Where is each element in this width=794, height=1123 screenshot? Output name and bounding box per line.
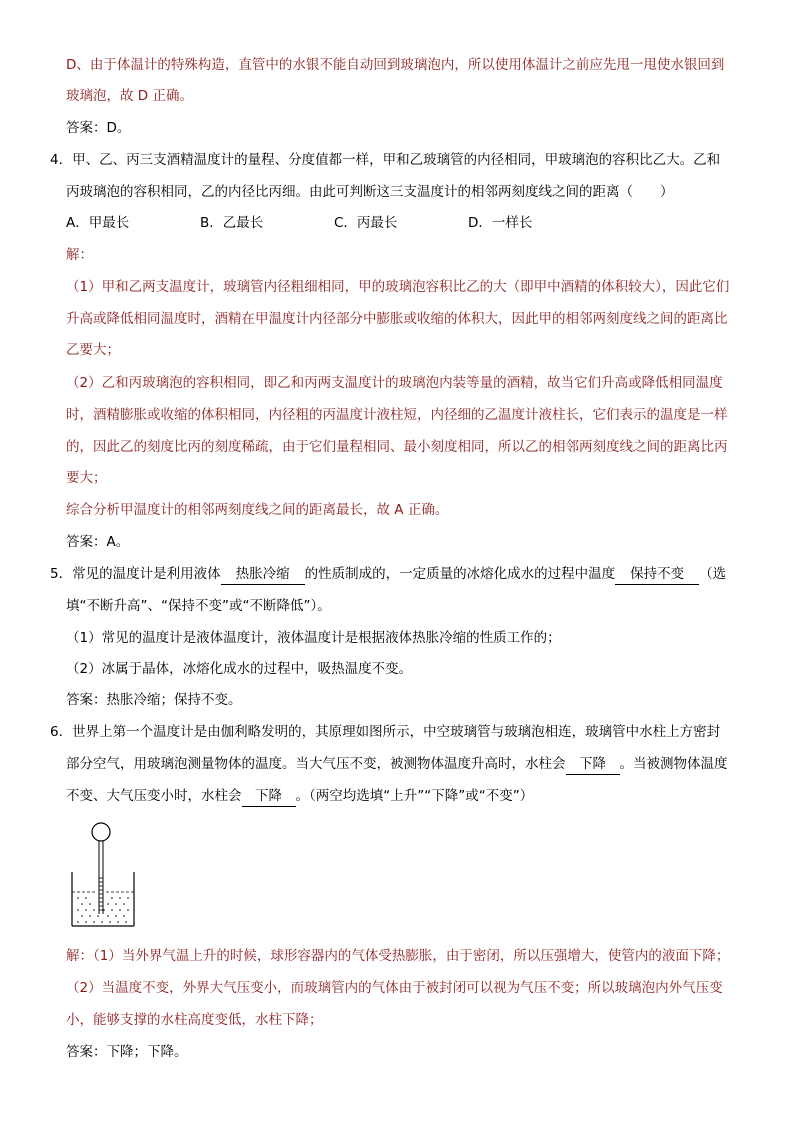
galileo-thermoscope-figure <box>66 818 142 930</box>
q6-blank-1: 下降 <box>566 754 620 775</box>
q4-option-d: D．一样长 <box>468 215 533 231</box>
q4-solution-p1-line1: （1）甲和乙两支温度计，玻璃管内径粗细相同，甲的玻璃泡容积比乙的大（即甲中酒精的体积较大），因此它们 <box>66 279 730 295</box>
q6-solution-line2: （2）当温度不变，外界大气压变小，而玻璃管内的气体由于被封闭可以视为气压不变；所以玻璃泡内外气压变 <box>66 980 723 996</box>
q5-stem-line1 <box>50 564 726 585</box>
q6-stem-part3: 不变、大气压变小时，水柱会 <box>66 788 242 804</box>
q4-solution-p2-line1: （2）乙和丙玻璃泡的容积相同，即乙和丙两支温度计的玻璃泡内装等量的酒精，故当它们升高或降低相同温度 <box>66 375 723 391</box>
q5-blank-1: 热胀冷缩 <box>221 564 305 585</box>
q6-solution-line3: 小，能够支撑的水柱高度变低，水柱下降； <box>66 1012 323 1028</box>
q4-option-a: A．甲最长 <box>66 215 130 231</box>
q5-explanation-2: （2）冰属于晶体，冰熔化成水的过程中，吸热温度不变。 <box>66 661 413 677</box>
q6-blank-2: 下降 <box>242 786 296 807</box>
q4-option-c: C．丙最长 <box>334 215 398 231</box>
q6-stem-part4: 。（两空均选填“上升”“下降”或“不变”） <box>295 788 534 804</box>
q3-option-d-line2: 玻璃泡，故 D 正确。 <box>66 88 193 104</box>
q4-solution-p2-line4: 要大； <box>66 470 107 486</box>
q6-stem-part2: 。当被测物体温度 <box>619 756 728 772</box>
q5-stem-part3: （选 <box>699 566 727 582</box>
q4-summary: 综合分析甲温度计的相邻两刻度线之间的距离最长，故 A 正确。 <box>66 502 449 518</box>
q5-stem-line2: 填“不断升高”、“保持不变”或“不断降低”）。 <box>66 598 331 614</box>
q4-options <box>66 213 602 233</box>
q4-stem-line2: 丙玻璃泡的容积相同，乙的内径比丙细。由此可判断这三支温度计的相邻两刻度线之间的距离（ ） <box>66 184 674 200</box>
q5-explanation-1: （1）常见的温度计是液体温度计，液体温度计是根据液体热胀冷缩的性质工作的； <box>66 630 561 646</box>
q4-option-b: B．乙最长 <box>200 215 264 231</box>
q6-stem-line1: 6．世界上第一个温度计是由伽利略发明的，其原理如图所示，中空玻璃管与玻璃泡相连，玻璃管中水柱上方密封 <box>50 724 721 740</box>
q4-solution-p1-line2: 升高或降低相同温度时，酒精在甲温度计内径部分中膨胀或收缩的体积大，因此甲的相邻两刻度线之间的距离比 <box>66 311 728 327</box>
q4-solution-p2-line2: 时，酒精膨胀或收缩的体积相同，内径粗的丙温度计液柱短，内径细的乙温度计液柱长，它们表示的温度是一样 <box>66 407 728 423</box>
q4-solution-label: 解： <box>66 247 93 263</box>
q6-stem-line3 <box>66 786 533 807</box>
q5-answer: 答案：热胀冷缩；保持不变。 <box>66 692 242 708</box>
q3-answer: 答案：D。 <box>66 120 131 136</box>
q4-stem-line1: 4．甲、乙、丙三支酒精温度计的量程、分度值都一样，甲和乙玻璃管的内径相同，甲玻璃泡的容积比乙大。乙和 <box>50 152 721 168</box>
q4-solution-p1-line3: 乙要大； <box>66 342 120 358</box>
q5-blank-2: 保持不变 <box>615 564 699 585</box>
q5-stem-part2: 的性质制成的，一定质量的冰熔化成水的过程中温度 <box>304 566 616 582</box>
q6-stem-part1: 部分空气，用玻璃泡测量物体的温度。当大气压不变，被测物体温度升高时，水柱会 <box>66 756 566 772</box>
q5-stem-part1: 5．常见的温度计是利用液体 <box>50 566 221 582</box>
q4-answer: 答案：A。 <box>66 534 130 550</box>
q4-solution-p2-line3: 的，因此乙的刻度比丙的刻度稀疏，由于它们量程相同、最小刻度相同，所以乙的相邻两刻度线之间的距离比丙 <box>66 439 728 455</box>
q6-answer: 答案：下降；下降。 <box>66 1044 188 1060</box>
q6-solution-line1: 解：（1）当外界气温上升的时候，球形容器内的气体受热膨胀，由于密闭，所以压强增大，使管内的液面下降； <box>66 948 730 964</box>
q3-option-d-line1: D、由于体温计的特殊构造，直管中的水银不能自动回到玻璃泡内，所以使用体温计之前应先甩一甩使水银回到 <box>66 57 725 73</box>
q6-stem-line2 <box>66 754 728 775</box>
